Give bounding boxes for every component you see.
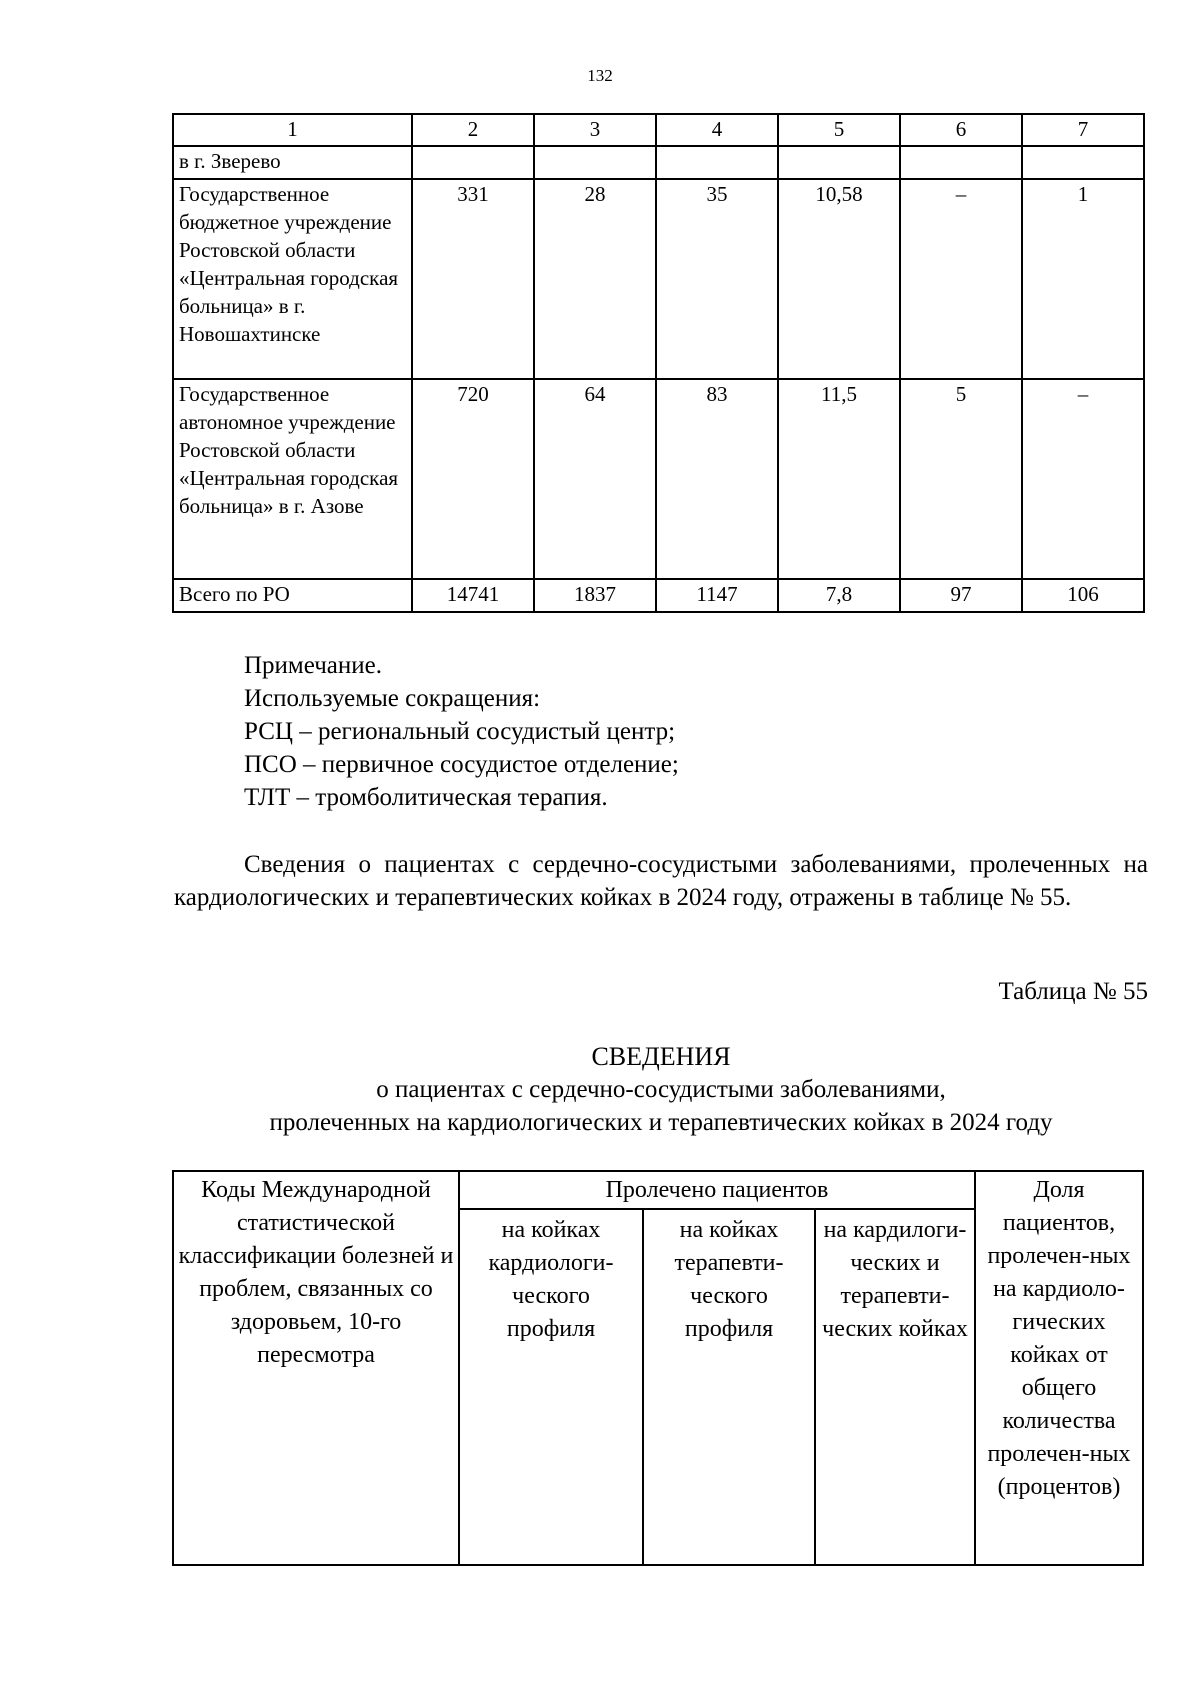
table-cell: 5 [900,379,1022,579]
table-row [173,379,1144,579]
total-label: Всего по РО [173,579,412,612]
table-row [173,179,1144,379]
table-cell [412,146,534,179]
cardiology-share-column-header: Доля пациентов, пролечен-ных на кардиоло-гических койках от общего количества пролечен-ных (процентов) [975,1171,1143,1565]
column-number: 4 [656,114,778,146]
table-row [173,146,1144,179]
table-cell [1022,146,1144,179]
institution-name: в г. Зверево [173,146,412,179]
heading-line: о пациентах с сердечно-сосудистыми заболеваниями, [376,1076,946,1103]
table-cell [656,146,778,179]
table-cell [534,146,656,179]
table-cell: 28 [534,179,656,379]
table-cell: 1147 [656,579,778,612]
column-number: 5 [778,114,900,146]
table-total-row [173,579,1144,612]
column-number: 2 [412,114,534,146]
institution-name: Государственное автономное учреждение Ростовской области «Центральная городская больница» в г. Азове [173,379,412,579]
cardio-therapy-beds-column-header: на кардилоги-ческих и терапевти-ческих койках [815,1209,975,1565]
abbreviations-note [244,649,679,814]
icd-codes-column-header: Коды Международной статистической классификации болезней и проблем, связанных со здоровьем, 10-го пересмотра [173,1171,459,1565]
table-header-row [173,114,1144,146]
table-cell: 106 [1022,579,1144,612]
heading-title: СВЕДЕНИЯ [591,1042,731,1071]
column-number: 1 [173,114,412,146]
table-cell: 1837 [534,579,656,612]
table-cell: – [1022,379,1144,579]
table-cell: 720 [412,379,534,579]
table-cell: 64 [534,379,656,579]
table-cell: 7,8 [778,579,900,612]
column-number: 7 [1022,114,1144,146]
cardiology-beds-column-header: на койках кардиологи-ческого профиля [459,1209,643,1565]
note-subtitle: Используемые сокращения: [244,685,541,712]
column-number: 6 [900,114,1022,146]
page-number: 132 [587,66,613,85]
therapy-beds-column-header: на койках терапевти-ческого профиля [643,1209,815,1565]
table-cell: 1 [1022,179,1144,379]
table-cell: – [900,179,1022,379]
table-cell: 331 [412,179,534,379]
bed-stats-table-continuation [172,113,1145,613]
abbreviation-item: ПСО – первичное сосудистое отделение; [244,751,679,778]
table-label: Таблица № 55 [998,978,1148,1005]
abbreviation-item: ТЛТ – тромболитическая терапия. [244,784,608,811]
table-heading [174,1040,1148,1139]
column-number: 3 [534,114,656,146]
table-cell [900,146,1022,179]
note-title: Примечание. [244,652,383,679]
table-55-header [172,1170,1144,1566]
institution-name: Государственное бюджетное учреждение Ростовской области «Центральная городская больница» в г. Новошахтинске [173,179,412,379]
table-cell: 83 [656,379,778,579]
heading-line: пролеченных на кардиологических и терапевтических койках в 2024 году [269,1109,1053,1136]
table-cell: 10,58 [778,179,900,379]
treated-patients-group-header: Пролечено пациентов [459,1171,975,1209]
table-cell: 35 [656,179,778,379]
abbreviation-item: РСЦ – региональный сосудистый центр; [244,718,676,745]
table-cell: 97 [900,579,1022,612]
table-cell: 14741 [412,579,534,612]
table-cell: 11,5 [778,379,900,579]
body-paragraph: Сведения о пациентах с сердечно-сосудистыми заболеваниями, пролеченных на кардиологических и терапевтических койках в 2024 году, отражены в таблице № 55. [174,851,1148,911]
table-cell [778,146,900,179]
